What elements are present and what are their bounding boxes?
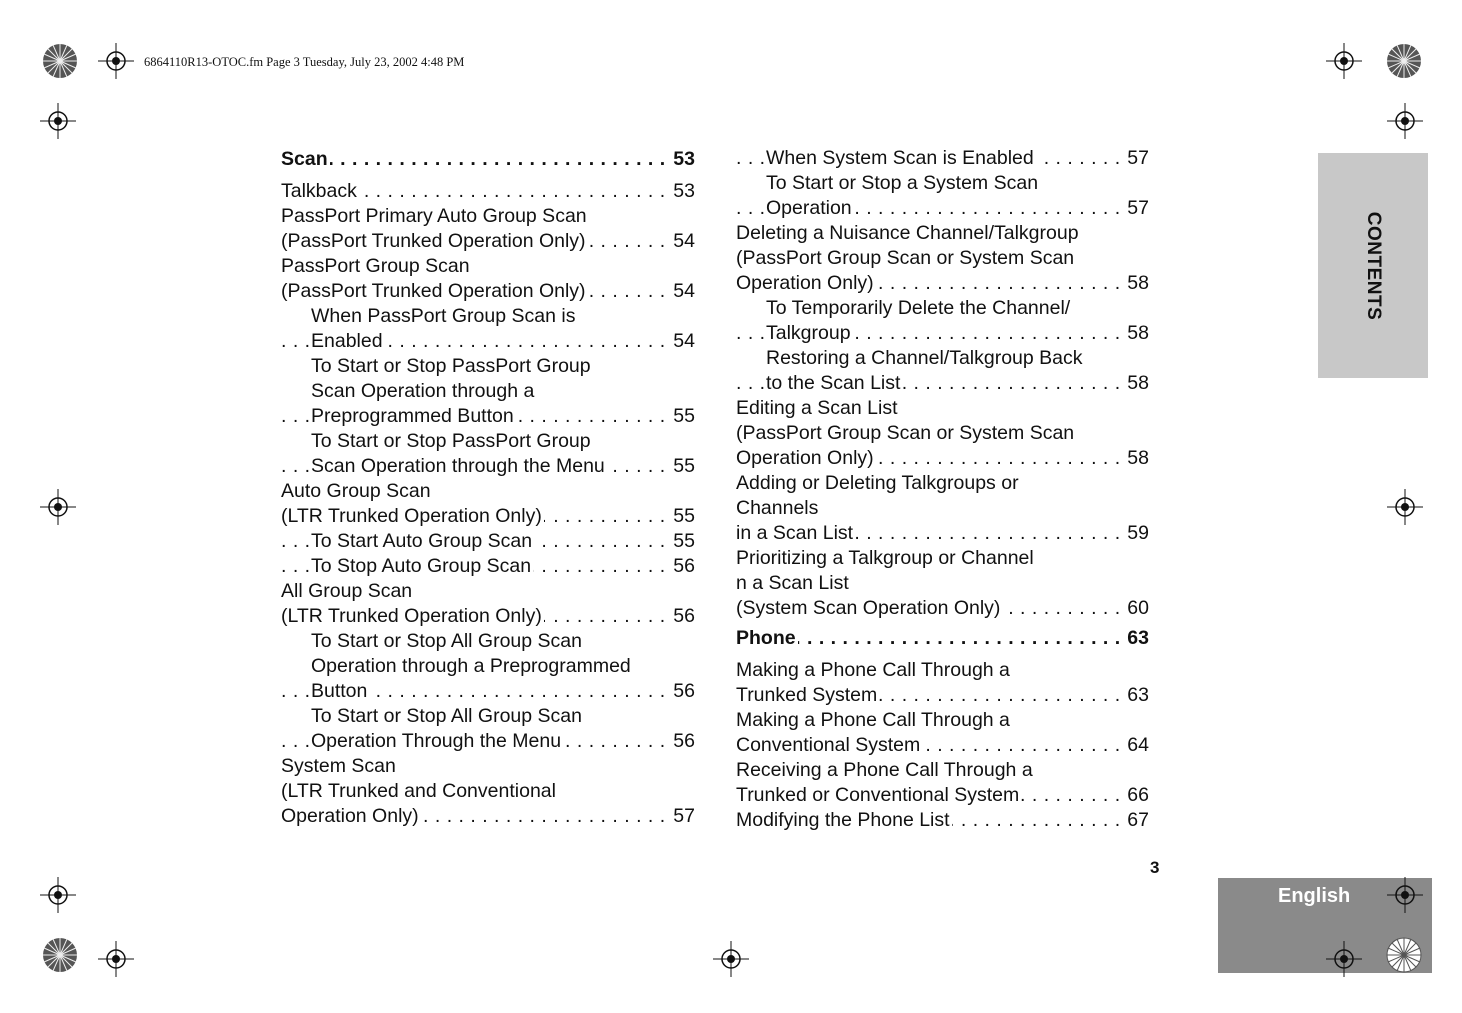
toc-column-right xyxy=(736,146,1149,833)
toc-page-number: 53 xyxy=(669,146,695,173)
toc-entry-text: Auto Group Scan xyxy=(281,480,431,502)
toc-entry-text: When PassPort Group Scan is xyxy=(311,305,576,327)
toc-entry xyxy=(736,346,1149,371)
toc-entry xyxy=(281,554,695,579)
toc-page-number: 54 xyxy=(669,279,695,304)
toc-entry-text: (PassPort Trunked Operation Only) xyxy=(281,280,586,302)
toc-entry-text: System Scan xyxy=(281,755,396,777)
toc-entry xyxy=(736,571,1149,596)
language-tab-label: English xyxy=(1278,885,1351,907)
crosshair-mark-icon xyxy=(40,489,76,525)
toc-entry-text: (PassPort Group Scan or System Scan xyxy=(736,422,1075,444)
toc-entry xyxy=(281,354,695,379)
toc-page-number: 63 xyxy=(1123,625,1149,652)
toc-entry-text: Operation through a Preprogrammed xyxy=(311,655,631,677)
toc-entry xyxy=(736,758,1149,783)
toc-entry-text: Phone xyxy=(736,627,796,649)
toc-page-number: 57 xyxy=(669,804,695,829)
toc-entry-text: Editing a Scan List xyxy=(736,397,898,419)
toc-entry-text: To Start or Stop PassPort Group xyxy=(311,355,591,377)
toc-column-left xyxy=(281,146,695,829)
contents-side-tab xyxy=(1318,153,1428,378)
toc-entry-text: PassPort Primary Auto Group Scan xyxy=(281,205,587,227)
toc-entry xyxy=(736,808,1149,833)
crosshair-mark-icon xyxy=(40,877,76,913)
toc-entry-text: To Start or Stop a System Scan xyxy=(766,172,1039,194)
crosshair-mark-icon xyxy=(1387,489,1423,525)
toc-entry-text: To Start Auto Group Scan xyxy=(311,530,533,552)
toc-entry-text: (LTR Trunked Operation Only) xyxy=(281,505,542,527)
toc-page-number: 55 xyxy=(669,404,695,429)
toc-entry xyxy=(281,329,695,354)
toc-entry xyxy=(736,471,1149,496)
toc-entry-text: Scan Operation through the Menu xyxy=(311,455,605,477)
toc-entry-text: PassPort Group Scan xyxy=(281,255,470,277)
toc-page-number: 56 xyxy=(669,604,695,629)
toc-entry-text: To Start or Stop All Group Scan xyxy=(311,630,582,652)
toc-entry xyxy=(281,204,695,229)
toc-entry-text: Operation Through the Menu xyxy=(311,730,562,752)
toc-entry-text: Making a Phone Call Through a xyxy=(736,659,1010,681)
toc-entry-text: Prioritizing a Talkgroup or Channel xyxy=(736,547,1034,569)
toc-entry-text: Enabled xyxy=(311,330,383,352)
crosshair-mark-icon xyxy=(1326,941,1362,977)
toc-entry xyxy=(281,479,695,504)
toc-entry-text: Channels xyxy=(736,497,819,519)
toc-entry xyxy=(281,179,695,204)
toc-section-heading xyxy=(736,625,1149,658)
toc-entry xyxy=(281,404,695,429)
toc-entry-text: (LTR Trunked and Conventional xyxy=(281,780,556,802)
toc-entry xyxy=(736,296,1149,321)
toc-entry xyxy=(736,658,1149,683)
toc-entry-text: Scan xyxy=(281,148,328,170)
toc-page-number: 56 xyxy=(669,729,695,754)
toc-entry-text: n a Scan List xyxy=(736,572,849,594)
toc-entry xyxy=(281,704,695,729)
toc-section-heading xyxy=(281,146,695,179)
crosshair-mark-icon xyxy=(40,103,76,139)
toc-page-number: 57 xyxy=(1123,146,1149,171)
toc-entry-text: Scan Operation through a xyxy=(311,380,535,402)
registration-starburst-icon xyxy=(42,937,78,973)
toc-entry-text: Preprogrammed Button xyxy=(311,405,514,427)
toc-entry-text: Talkback xyxy=(281,180,357,202)
toc-page-number: 64 xyxy=(1123,733,1149,758)
page-number: 3 xyxy=(1150,858,1160,877)
toc-entry-text: Deleting a Nuisance Channel/Talkgroup xyxy=(736,222,1079,244)
toc-entry xyxy=(736,246,1149,271)
toc-page-number: 67 xyxy=(1123,808,1149,833)
toc-page-number: 60 xyxy=(1123,596,1149,621)
toc-entry-text: (PassPort Trunked Operation Only) xyxy=(281,230,586,252)
toc-entry xyxy=(736,446,1149,471)
registration-starburst-icon xyxy=(1386,937,1422,973)
toc-entry xyxy=(281,304,695,329)
toc-entry xyxy=(281,729,695,754)
toc-entry-text: To Start or Stop All Group Scan xyxy=(311,705,582,727)
toc-page-number: 58 xyxy=(1123,371,1149,396)
toc-entry xyxy=(736,271,1149,296)
toc-page-number: 58 xyxy=(1123,271,1149,296)
toc-entry xyxy=(281,229,695,254)
toc-entry-text: in a Scan List xyxy=(736,522,854,544)
toc-page-number: 53 xyxy=(669,179,695,204)
toc-entry-text: Restoring a Channel/Talkgroup Back xyxy=(766,347,1083,369)
toc-entry-text: To Start or Stop PassPort Group xyxy=(311,430,591,452)
toc-entry xyxy=(736,708,1149,733)
toc-entry-text: (System Scan Operation Only) xyxy=(736,597,1001,619)
toc-entry-text: Receiving a Phone Call Through a xyxy=(736,759,1033,781)
crosshair-mark-icon xyxy=(713,941,749,977)
toc-entry-text: Conventional System xyxy=(736,734,921,756)
toc-entry xyxy=(281,629,695,654)
toc-entry xyxy=(281,454,695,479)
toc-page-number: 56 xyxy=(669,679,695,704)
toc-entry xyxy=(281,579,695,604)
toc-page-number: 59 xyxy=(1123,521,1149,546)
toc-entry xyxy=(281,429,695,454)
toc-entry xyxy=(281,754,695,779)
toc-entry-text: Operation Only) xyxy=(736,272,874,294)
toc-entry xyxy=(281,279,695,304)
toc-entry xyxy=(736,496,1149,521)
toc-entry-text: All Group Scan xyxy=(281,580,413,602)
crosshair-mark-icon xyxy=(1387,877,1423,913)
toc-entry-text: (PassPort Group Scan or System Scan xyxy=(736,247,1075,269)
toc-entry xyxy=(736,371,1149,396)
registration-starburst-icon xyxy=(1386,43,1422,79)
toc-entry xyxy=(736,683,1149,708)
toc-page-number: 55 xyxy=(669,529,695,554)
toc-entry-text: To Temporarily Delete the Channel/ xyxy=(766,297,1071,319)
toc-entry-text: to the Scan List xyxy=(766,372,901,394)
toc-entry xyxy=(281,679,695,704)
toc-entry xyxy=(736,396,1149,421)
toc-entry xyxy=(281,529,695,554)
toc-entry-text: Making a Phone Call Through a xyxy=(736,709,1010,731)
toc-page-number: 66 xyxy=(1123,783,1149,808)
toc-entry-text: Trunked System xyxy=(736,684,878,706)
toc-entry xyxy=(281,504,695,529)
toc-entry xyxy=(736,733,1149,758)
toc-entry xyxy=(736,783,1149,808)
toc-entry xyxy=(736,521,1149,546)
toc-entry xyxy=(736,321,1149,346)
toc-entry xyxy=(736,546,1149,571)
toc-entry-text: Modifying the Phone List xyxy=(736,809,950,831)
toc-entry xyxy=(736,421,1149,446)
toc-entry xyxy=(736,171,1149,196)
toc-entry xyxy=(281,779,695,804)
toc-entry-text: Button xyxy=(311,680,368,702)
toc-page-number: 54 xyxy=(669,329,695,354)
toc-page-number: 56 xyxy=(669,554,695,579)
toc-entry-text: (LTR Trunked Operation Only) xyxy=(281,605,542,627)
toc-page-number: 55 xyxy=(669,454,695,479)
toc-entry xyxy=(736,596,1149,621)
file-info-header: 6864110R13-OTOC.fm Page 3 Tuesday, July 23, 2002 4:48 PM xyxy=(144,55,465,69)
toc-entry xyxy=(281,379,695,404)
toc-page-number: 54 xyxy=(669,229,695,254)
toc-entry-text: Talkgroup xyxy=(766,322,851,344)
toc-entry-text: When System Scan is Enabled xyxy=(766,147,1034,169)
crosshair-mark-icon xyxy=(98,43,134,79)
toc-entry-text: Operation Only) xyxy=(736,447,874,469)
toc-entry xyxy=(736,196,1149,221)
toc-page-number: 63 xyxy=(1123,683,1149,708)
toc-page-number: 55 xyxy=(669,504,695,529)
toc-entry-text: Operation Only) xyxy=(281,805,419,827)
toc-entry xyxy=(736,146,1149,171)
toc-entry-text: Operation xyxy=(766,197,852,219)
crosshair-mark-icon xyxy=(1326,43,1362,79)
toc-entry xyxy=(281,254,695,279)
toc-entry xyxy=(736,221,1149,246)
toc-page-number: 58 xyxy=(1123,446,1149,471)
toc-entry-text: Adding or Deleting Talkgroups or xyxy=(736,472,1019,494)
toc-entry xyxy=(281,804,695,829)
crosshair-mark-icon xyxy=(98,941,134,977)
toc-page-number: 57 xyxy=(1123,196,1149,221)
toc-entry xyxy=(281,604,695,629)
registration-starburst-icon xyxy=(42,43,78,79)
contents-tab-label: CONTENTS xyxy=(1363,211,1384,320)
crosshair-mark-icon xyxy=(1387,103,1423,139)
toc-page-number: 58 xyxy=(1123,321,1149,346)
toc-entry-text: To Stop Auto Group Scan xyxy=(311,555,532,577)
toc-entry-text: Trunked or Conventional System xyxy=(736,784,1020,806)
toc-entry xyxy=(281,654,695,679)
